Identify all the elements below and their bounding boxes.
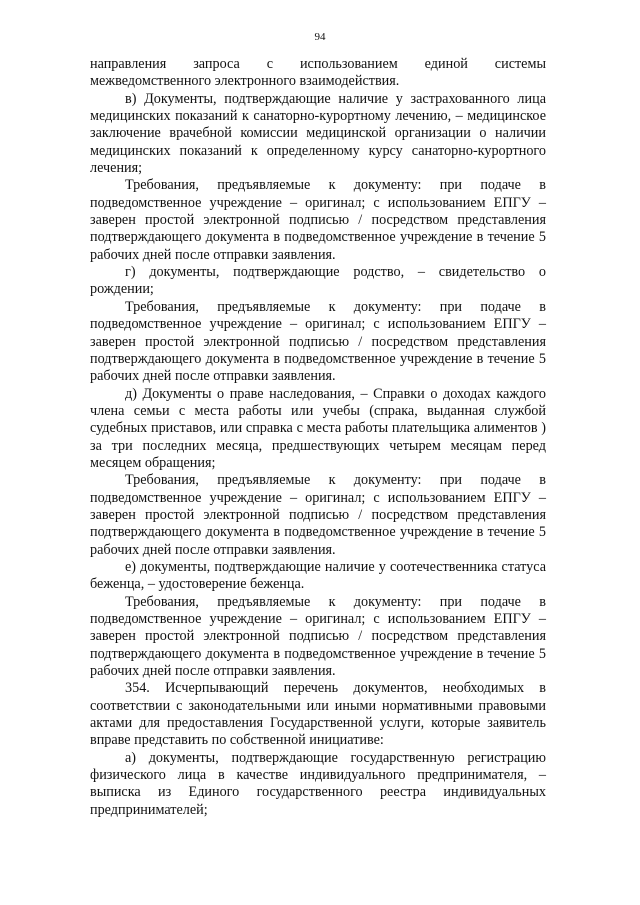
paragraph-item-g: г) документы, подтверждающие родство, – свидетельство о рождении; bbox=[90, 264, 546, 298]
paragraph-continuation: направления запроса с использованием единой системы межведомственного электронного взаимодействия. bbox=[90, 56, 546, 90]
paragraph-clause-354: 354. Исчерпывающий перечень документов, необходимых в соответствии с законодательными или иными нормативными правовыми актами для предоставления Государственной услуги, которые заявитель вправе представить по собственной инициативе: bbox=[90, 680, 546, 749]
paragraph-item-v: в) Документы, подтверждающие наличие у застрахованного лица медицинских показаний к санаторно-курортному лечению, – медицинское заключение врачебной комиссии медицинской организации о наличии медицинских показаний к определенному курсу санаторно-курортного лечения; bbox=[90, 90, 546, 177]
paragraph-requirements-g: Требования, предъявляемые к документу: при подаче в подведомственное учреждение – оригинал; с использованием ЕПГУ – заверен простой электронной подписью / посредством представления подтверждающего документа в подведомственное учреждение в течение 5 рабочих дней после отправки заявления. bbox=[90, 298, 546, 385]
paragraph-item-a: а) документы, подтверждающие государственную регистрацию физического лица в качестве индивидуального предпринимателя, – выписка из Единого государственного реестра индивидуальных предпринимателей; bbox=[90, 749, 546, 818]
paragraph-requirements-d: Требования, предъявляемые к документу: при подаче в подведомственное учреждение – оригинал; с использованием ЕПГУ – заверен простой электронной подписью / посредством представления подтверждающего документа в подведомственное учреждение в течение 5 рабочих дней после отправки заявления. bbox=[90, 472, 546, 558]
paragraph-item-e: е) документы, подтверждающие наличие у соотечественника статуса беженца, – удостоверение беженца. bbox=[90, 558, 546, 593]
paragraph-requirements-v: Требования, предъявляемые к документу: при подаче в подведомственное учреждение – оригинал; с использованием ЕПГУ – заверен простой электронной подписью / посредством представления подтверждающего документа в подведомственное учреждение в течение 5 рабочих дней после отправки заявления. bbox=[90, 177, 546, 263]
page-number: 94 bbox=[314, 31, 326, 43]
document-body bbox=[90, 56, 546, 819]
paragraph-item-d: д) Документы о праве наследования, – Справки о доходах каждого члена семьи с места работы или учебы (спрака, выданная службой судебных приставов, или справка с места работы плательщика алиментов ) за три последних месяца, предшествующих четырем месяцам перед месяцем обращения; bbox=[90, 385, 546, 471]
paragraph-requirements-e: Требования, предъявляемые к документу: при подаче в подведомственное учреждение – оригинал; с использованием ЕПГУ – заверен простой электронной подписью / посредством представления подтверждающего документа в подведомственное учреждение в течение 5 рабочих дней после отправки заявления. bbox=[90, 593, 546, 680]
